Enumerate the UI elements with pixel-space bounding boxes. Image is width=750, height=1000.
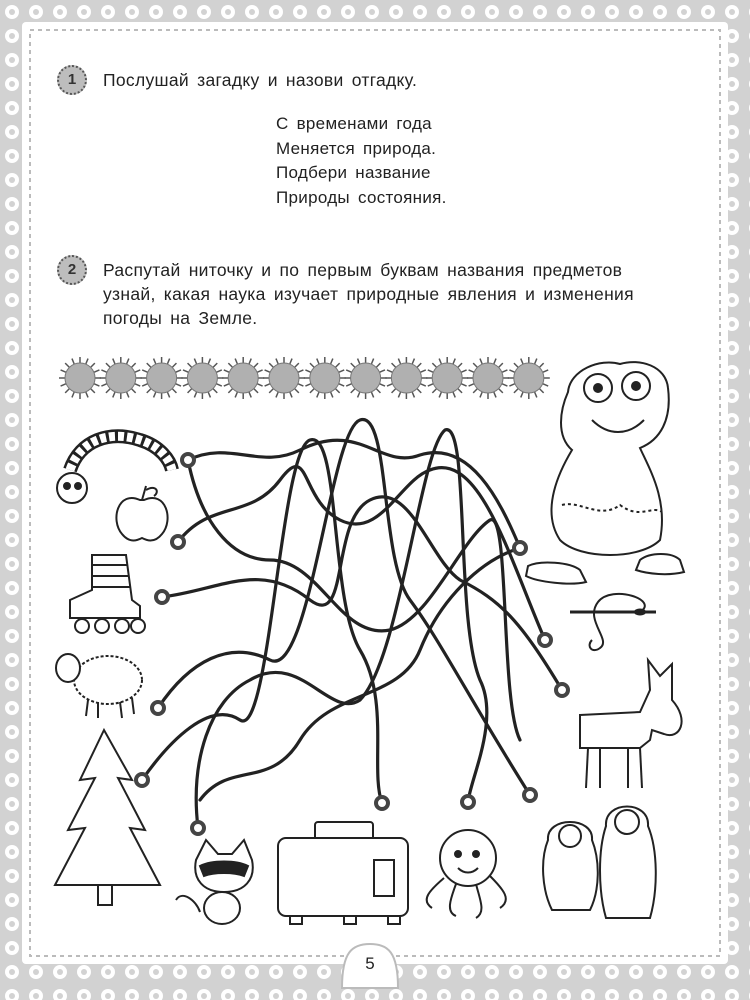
page-number: 5 [365, 954, 375, 973]
thread-ring [152, 702, 164, 714]
roller-skate-icon [70, 555, 145, 633]
riddle-line: С временами года [276, 114, 432, 133]
octopus-icon [427, 830, 506, 918]
thread-ring [156, 591, 168, 603]
task-2-badge: 2 [57, 255, 87, 285]
riddle-line: Подбери название [276, 163, 431, 182]
needle-icon [570, 594, 656, 650]
thread-ring [556, 684, 568, 696]
answer-slot[interactable] [181, 357, 223, 399]
answer-slot[interactable] [100, 357, 142, 399]
answer-slot[interactable] [426, 357, 468, 399]
answer-slots[interactable] [59, 357, 550, 399]
thread-ring [172, 536, 184, 548]
answer-slot[interactable] [467, 357, 509, 399]
answer-slot[interactable] [222, 357, 264, 399]
task-2-line: Распутай ниточку и по первым буквам названия предметов [103, 260, 623, 280]
answer-slot[interactable] [304, 357, 346, 399]
matryoshka-icon [543, 807, 656, 919]
thread-ring [462, 796, 474, 808]
toaster-icon [278, 822, 408, 924]
flippers-icon [526, 554, 684, 584]
thread [158, 420, 530, 795]
answer-slot[interactable] [508, 357, 550, 399]
thread-ring [524, 789, 536, 801]
answer-slot[interactable] [59, 357, 101, 399]
donkey-icon [580, 660, 682, 788]
thread-ring [182, 454, 194, 466]
thread-ring [376, 797, 388, 809]
apple-icon [116, 486, 167, 541]
thread [142, 440, 382, 803]
answer-slot[interactable] [385, 357, 427, 399]
task-1-badge: 1 [57, 65, 87, 95]
tangled-threads [142, 420, 562, 828]
thread-ring [539, 634, 551, 646]
thread-ring [136, 774, 148, 786]
thread [178, 467, 545, 640]
task-2-line: погоды на Земле. [103, 308, 258, 328]
task-1-text: Послушай загадку и назови отгадку. [103, 70, 418, 90]
thread [188, 440, 520, 548]
riddle-line: Меняется природа. [276, 138, 437, 158]
answer-slot[interactable] [345, 357, 387, 399]
answer-slot[interactable] [141, 357, 183, 399]
thread-ring [514, 542, 526, 554]
task-2-line: узнай, какая наука изучает природные явления и изменения [103, 284, 634, 304]
thread [196, 430, 487, 828]
sheep-icon [56, 654, 142, 718]
christmas-tree-icon [55, 730, 160, 905]
raccoon-icon [176, 840, 253, 924]
riddle-line: Природы состояния. [276, 187, 447, 207]
thread [162, 497, 562, 690]
toad-icon [552, 362, 669, 555]
answer-slot[interactable] [263, 357, 305, 399]
thread-ring [192, 822, 204, 834]
